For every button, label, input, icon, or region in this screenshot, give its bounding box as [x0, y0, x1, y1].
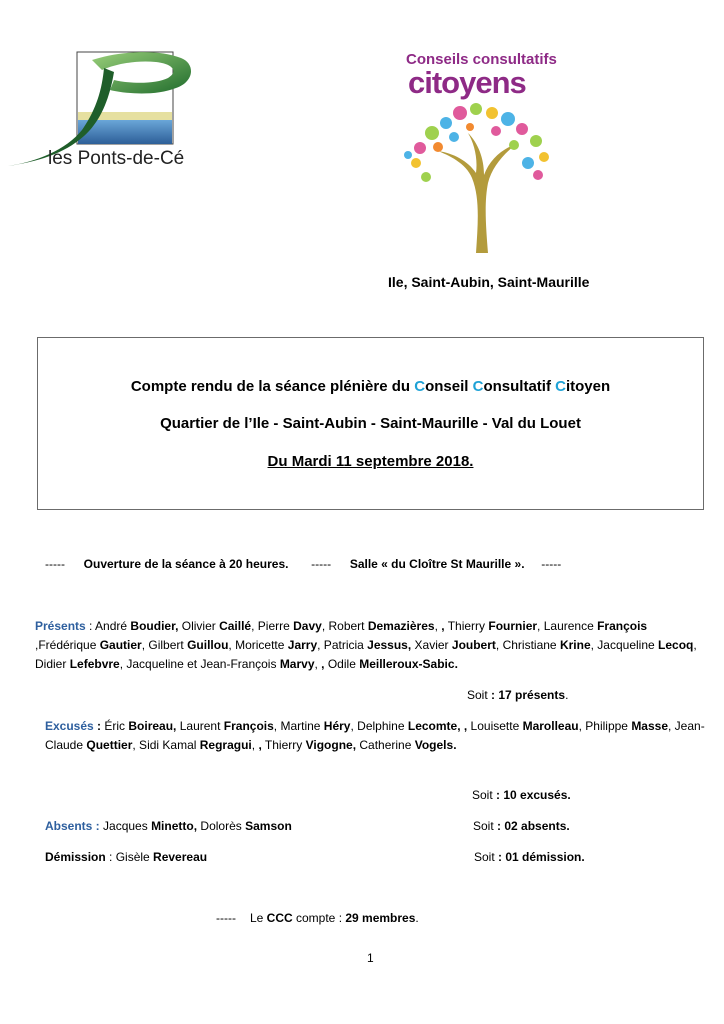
member-surname: Vigogne,	[305, 738, 357, 752]
member-surname: Minetto,	[151, 819, 198, 833]
absents-line	[45, 819, 292, 833]
member-surname: ,	[441, 619, 445, 633]
member-surname: ,	[258, 738, 262, 752]
member-surname: Samson	[245, 819, 292, 833]
member-name-text: Louisette	[467, 719, 523, 733]
member-name-text: , Laurence	[537, 619, 598, 633]
excuses-line-2	[45, 738, 457, 752]
summary-text: Le	[249, 911, 267, 925]
member-name-text: ,Frédérique	[35, 638, 100, 652]
member-name-text: ,	[251, 738, 259, 752]
member-name-text: , Martine	[273, 719, 324, 733]
separator-dash: -----	[311, 557, 332, 571]
member-name-text: Catherine	[356, 738, 415, 752]
member-surname: François	[597, 619, 648, 633]
presents-label: Présents	[35, 619, 86, 633]
district-heading: Ile, Saint-Aubin, Saint-Maurille	[388, 274, 590, 290]
member-surname: Vogels.	[414, 738, 457, 752]
member-name-text: Xavier	[411, 638, 452, 652]
logo-text-line1: Conseils consultatifs	[406, 51, 557, 68]
title-box	[37, 337, 704, 510]
opening-text: Ouverture de la séance à 20 heures.	[83, 557, 289, 571]
member-name-text: Claude	[45, 738, 87, 752]
member-name-text: Laurent	[176, 719, 224, 733]
summary-text: compte :	[292, 911, 346, 925]
member-name-text: Thierry	[444, 619, 489, 633]
presents-line-1	[35, 619, 647, 633]
title-text: onsultatif	[483, 378, 556, 395]
logo-text-line2: citoyens	[408, 65, 526, 100]
member-surname: Fournier	[488, 619, 538, 633]
absents-names	[100, 819, 292, 833]
excuses-total	[472, 788, 571, 802]
member-surname: Krine	[559, 638, 591, 652]
excuses-separator: :	[93, 719, 105, 733]
member-surname: Boireau,	[128, 719, 177, 733]
absents-count: : 02 absents.	[497, 819, 570, 833]
member-surname: Caillé	[219, 619, 252, 633]
ponts-de-ce-logo	[6, 50, 196, 175]
member-name-text: , Philippe	[578, 719, 632, 733]
conseils-citoyens-logo	[398, 45, 568, 255]
presents-names-1	[95, 619, 647, 633]
absents-total	[473, 819, 570, 833]
member-surname: Héry	[323, 719, 351, 733]
member-name-text: Éric	[104, 719, 129, 733]
member-name-text: , Jacqueline et Jean-François	[119, 657, 280, 671]
title-text: Compte rendu de la séance plénière du	[130, 378, 415, 395]
title-text: onseil	[425, 378, 473, 395]
member-name-text: Jacques	[99, 819, 152, 833]
total-prefix: Soit	[474, 850, 499, 864]
member-surname: Quettier	[86, 738, 133, 752]
member-name-text: Odile	[324, 657, 360, 671]
separator-dash: -----	[45, 557, 65, 571]
ccc-abbrev: CCC	[266, 911, 293, 925]
member-surname: Lecoq	[658, 638, 694, 652]
tree-icon	[398, 103, 568, 255]
room-text: Salle « du Cloître St Maurille ».	[349, 557, 525, 571]
member-name-text: ,	[434, 619, 442, 633]
demission-names	[106, 850, 207, 864]
member-surname: Meilleroux-Sabic.	[359, 657, 458, 671]
member-name-text: , Patricia	[317, 638, 368, 652]
member-surname: Guillou	[187, 638, 229, 652]
member-surname: Jarry	[287, 638, 318, 652]
separator-dash: -----	[541, 557, 562, 571]
opening-line	[45, 557, 561, 571]
title-initial: C	[414, 378, 426, 395]
title-initial: C	[472, 378, 484, 395]
title-text: itoyen	[565, 378, 611, 395]
summary-line	[216, 911, 419, 925]
member-name-text: , Moricette	[228, 638, 288, 652]
member-surname: Revereau	[153, 850, 208, 864]
member-surname: Lefebvre	[69, 657, 120, 671]
total-suffix: .	[565, 688, 569, 702]
demission-count: : 01 démission.	[498, 850, 585, 864]
member-name-text: , Delphine	[350, 719, 408, 733]
member-surname: Gautier	[99, 638, 142, 652]
member-name-text: ,	[693, 638, 697, 652]
presents-separator: :	[85, 619, 96, 633]
total-prefix: Soit	[473, 819, 498, 833]
member-surname: François	[223, 719, 274, 733]
member-surname: Jessus,	[367, 638, 412, 652]
member-surname: Davy	[293, 619, 322, 633]
demission-total	[474, 850, 585, 864]
title-initial: C	[555, 378, 566, 395]
member-name-text: ,	[314, 657, 322, 671]
member-name-text: Didier	[35, 657, 70, 671]
member-surname: ,	[321, 657, 325, 671]
total-prefix: Soit	[472, 788, 497, 802]
total-prefix: Soit	[467, 688, 492, 702]
report-date	[38, 453, 703, 470]
member-name-text: Thierry	[261, 738, 306, 752]
page-number: 1	[367, 951, 374, 965]
member-name-text: : Gisèle	[105, 850, 154, 864]
member-surname: Joubert	[451, 638, 496, 652]
member-name-text: André	[95, 619, 131, 633]
report-date-text: Du Mardi 11 septembre 2018.	[267, 453, 474, 470]
excuses-line-1	[45, 719, 705, 733]
report-subtitle: Quartier de l’Ile - Saint-Aubin - Saint-Maurille - Val du Louet	[160, 415, 581, 432]
member-name-text: , Gilbert	[141, 638, 188, 652]
member-name-text: , Sidi Kamal	[132, 738, 200, 752]
member-name-text: Dolorès	[197, 819, 246, 833]
member-surname: Lecomte, ,	[407, 719, 468, 733]
excuses-label: Excusés	[45, 719, 94, 733]
presents-total	[467, 688, 568, 702]
presents-count: : 17 présents	[491, 688, 566, 702]
member-surname: Marolleau	[522, 719, 579, 733]
demission-line	[45, 850, 207, 864]
member-surname: Demazières	[367, 619, 435, 633]
presents-line-2	[35, 638, 697, 652]
excuses-count: : 10 excusés.	[496, 788, 571, 802]
ponts-de-ce-wordmark: les Ponts-de-Cé	[48, 148, 185, 169]
member-surname: Boudier,	[130, 619, 179, 633]
member-name-text: Olivier	[178, 619, 220, 633]
member-name-text: , Jean-	[668, 719, 705, 733]
member-name-text: , Pierre	[251, 619, 294, 633]
absents-label: Absents :	[45, 819, 100, 833]
member-surname: Regragui	[199, 738, 252, 752]
member-name-text: , Jacqueline	[590, 638, 659, 652]
member-surname: Marvy	[279, 657, 315, 671]
separator-dash: -----	[216, 911, 236, 925]
member-name-text: , Christiane	[495, 638, 560, 652]
excuses-names-1	[104, 719, 704, 733]
member-count: 29 membres	[345, 911, 416, 925]
presents-line-3	[35, 657, 458, 671]
demission-label: Démission	[45, 850, 106, 864]
member-name-text: , Robert	[321, 619, 368, 633]
member-surname: Masse	[631, 719, 669, 733]
summary-text: .	[415, 911, 419, 925]
report-title	[38, 378, 703, 395]
